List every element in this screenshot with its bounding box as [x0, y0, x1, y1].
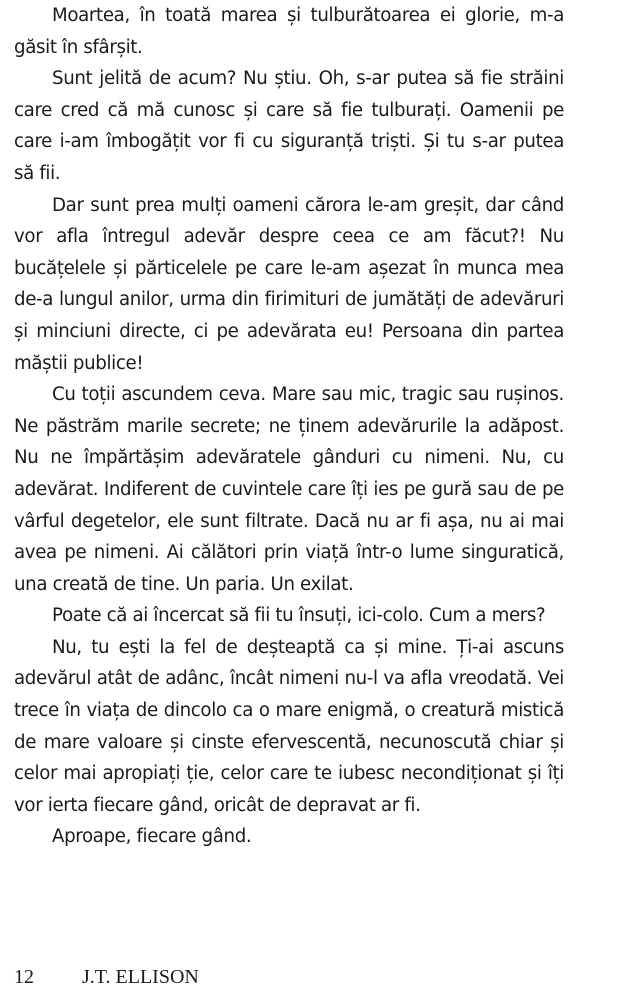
paragraph: Sunt jelită de acum? Nu știu. Oh, s-ar putea să fie străini care cred că mă cunosc și care să fie tulburați. Oamenii pe care i-am îmbogățit vor fi cu siguranță triști. Și tu s-ar putea să fii. [14, 68, 564, 184]
paragraph: Cu toții ascundem ceva. Mare sau mic, tragic sau rușinos. Ne păstrăm marile secrete; ne ținem adevărurile la adăpost. Nu ne împărtășim adevăratele gânduri cu nimeni. Nu, cu adevărat. Indiferent de cuvintele care îți ies pe gură sau de pe vârful degetelor, ele sunt filtrate. Dacă nu ar fi așa, nu ai mai avea pe nimeni. Ai călători prin viață într-o lume singuratică, una creată de tine. Un paria. Un exilat. [14, 384, 564, 595]
paragraph: Nu, tu ești la fel de deșteaptă ca și mine. Ți-ai ascuns adevărul atât de adânc, încât nimeni nu-l va afla vreodată. Vei trece în viața de dincolo ca o mare enigmă, o creatură mistică de mare valoare și cinste efervescentă, necunoscută chiar și celor mai apropiați ție, celor care te iubesc necondiționat și îți vor ierta fiecare gând, oricât de depravat ar fi. [14, 636, 564, 816]
body-text [14, 0, 564, 853]
page-number: 12 [14, 966, 34, 988]
book-page [14, 0, 564, 853]
paragraph: Poate că ai încercat să fii tu însuți, ici-colo. Cum a mers? [52, 605, 546, 627]
paragraph: Dar sunt prea mulți oameni cărora le-am greșit, dar când vor afla întregul adevăr despre ceea ce am făcut?! Nu bucățelele și părticelele pe care le-am așezat în munca mea de-a lungul anilor, urma din firimituri de jumătăți de adevăruri și minciuni directe, ci pe adevărata eu! Persoana din partea măștii publice! [14, 194, 564, 374]
paragraph: Aproape, fiecare gând. [52, 826, 252, 848]
running-head-author: J.T. ELLISON [82, 966, 199, 988]
paragraph: Moartea, în toată marea și tulburătoarea ei glorie, m-a găsit în sfârșit. [14, 5, 564, 58]
page-footer [14, 966, 199, 996]
